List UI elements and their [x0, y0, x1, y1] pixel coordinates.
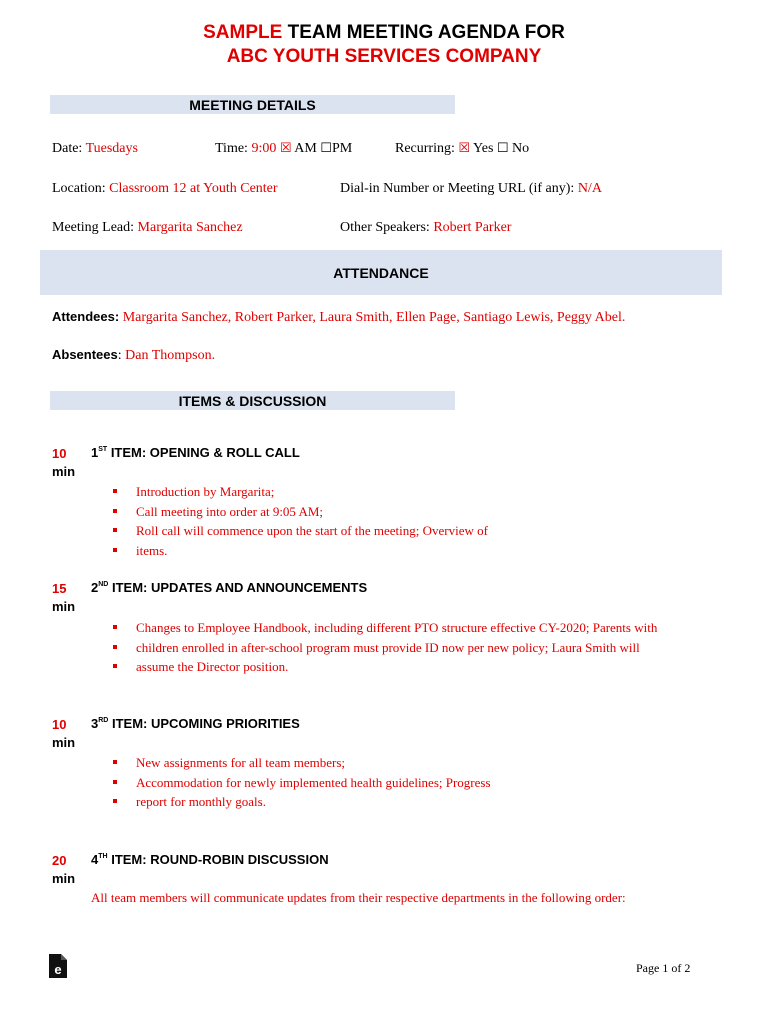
bullet-item: assume the Director position.: [112, 657, 657, 677]
location-field: [52, 181, 278, 197]
bullet-item: Roll call will commence upon the start of the meeting; Overview of: [112, 521, 488, 541]
attendees-field: [52, 309, 625, 326]
item-ordinal: 2: [91, 580, 99, 595]
item-title: [91, 580, 367, 595]
item-minutes-unit: min: [52, 871, 76, 886]
other-speakers-field: [340, 220, 511, 236]
item-duration: [52, 852, 88, 888]
bullet-item: Call meeting into order at 9:05 AM;: [112, 502, 488, 522]
dialin-field: [340, 181, 602, 197]
bullet-item: New assignments for all team members;: [112, 753, 491, 773]
location-label: Location:: [52, 181, 106, 196]
item-duration: [52, 716, 88, 752]
pm-checkbox[interactable]: ☐: [320, 141, 332, 156]
bullet-item: report for monthly goals.: [112, 792, 491, 812]
bullet-item: Introduction by Margarita;: [112, 482, 488, 502]
location-value: Classroom 12 at Youth Center: [109, 181, 278, 196]
item-bullet-list: [112, 482, 488, 560]
item-minutes-unit: min: [52, 735, 76, 750]
date-value: Tuesdays: [85, 141, 138, 156]
item-duration: [52, 445, 88, 481]
absentees-label: Absentees: [52, 347, 118, 362]
other-speakers-value: Robert Parker: [433, 220, 512, 235]
item-ordinal: 4: [91, 852, 99, 867]
absentees-field: [52, 347, 215, 364]
time-field: [215, 141, 352, 157]
dialin-value: N/A: [577, 181, 602, 196]
yes-label: Yes: [473, 141, 494, 156]
item-title-text: ITEM: UPCOMING PRIORITIES: [111, 716, 300, 731]
item-duration: [52, 580, 88, 616]
meeting-lead-field: [52, 220, 243, 236]
time-value: 9:00: [251, 141, 277, 156]
item-minutes: 20: [52, 853, 67, 868]
meeting-details-heading: MEETING DETAILS: [50, 95, 455, 114]
attendees-label: Attendees:: [52, 309, 120, 324]
item-title-text: ITEM: OPENING & ROLL CALL: [110, 445, 300, 460]
item-title: [91, 716, 300, 731]
absentees-colon: :: [117, 348, 122, 363]
item-minutes: 15: [52, 581, 67, 596]
item-paragraph: All team members will communicate updates from their respective departments in the following order:: [91, 890, 626, 905]
yes-checkbox-checked[interactable]: ☒: [458, 141, 471, 156]
dialin-label: Dial-in Number or Meeting URL (if any):: [340, 181, 575, 196]
page-number: Page 1 of 2: [636, 961, 691, 975]
no-label: No: [512, 141, 530, 156]
bullet-item: children enrolled in after-school program must provide ID now per new policy; Laura Smith will: [112, 638, 657, 658]
item-ordinal-suffix: TH: [98, 853, 108, 860]
document-title-line2: ABC YOUTH SERVICES COMPANY: [226, 46, 542, 67]
other-speakers-label: Other Speakers:: [340, 220, 430, 235]
item-bullet-list: [112, 753, 491, 812]
attendees-value: Margarita Sanchez, Robert Parker, Laura Smith, Ellen Page, Santiago Lewis, Peggy Abel.: [122, 310, 626, 325]
date-field: [52, 141, 138, 157]
item-title: [91, 852, 329, 867]
item-ordinal: 1: [91, 445, 99, 460]
meeting-lead-label: Meeting Lead:: [52, 220, 135, 235]
svg-text:e: e: [54, 962, 62, 977]
item-ordinal: 3: [91, 716, 99, 731]
title-sample-word: SAMPLE: [203, 22, 283, 43]
attendance-heading: ATTENDANCE: [40, 250, 722, 295]
document-e-logo-icon: [48, 954, 68, 978]
bullet-item: items.: [112, 541, 488, 561]
date-label: Date:: [52, 141, 83, 156]
document-title-line1: [0, 22, 768, 44]
item-ordinal-suffix: RD: [98, 717, 109, 724]
item-minutes: 10: [52, 717, 67, 732]
am-checkbox-checked[interactable]: ☒: [279, 141, 292, 156]
item-ordinal-suffix: ST: [98, 446, 108, 453]
item-title: [91, 445, 300, 460]
time-label: Time:: [215, 141, 248, 156]
pm-label: PM: [331, 141, 353, 156]
item-bullet-list: [112, 618, 657, 677]
recurring-field: [395, 141, 529, 157]
title-main-text: TEAM MEETING AGENDA FOR: [287, 22, 565, 43]
absentees-value: Dan Thompson.: [125, 348, 216, 363]
item-minutes-unit: min: [52, 464, 76, 479]
item-title-text: ITEM: UPDATES AND ANNOUNCEMENTS: [111, 580, 368, 595]
meeting-lead-value: Margarita Sanchez: [137, 220, 243, 235]
am-label: AM: [294, 141, 317, 156]
recurring-label: Recurring:: [395, 141, 455, 156]
bullet-item: Accommodation for newly implemented health guidelines; Progress: [112, 773, 491, 793]
bullet-item: Changes to Employee Handbook, including different PTO structure effective CY-2020; Parents with: [112, 618, 657, 638]
item-ordinal-suffix: ND: [98, 581, 109, 588]
item-minutes-unit: min: [52, 599, 76, 614]
items-discussion-heading: ITEMS & DISCUSSION: [50, 391, 455, 410]
no-checkbox[interactable]: ☐: [496, 141, 509, 156]
item-minutes: 10: [52, 446, 67, 461]
item-title-text: ITEM: ROUND-ROBIN DISCUSSION: [111, 852, 329, 867]
